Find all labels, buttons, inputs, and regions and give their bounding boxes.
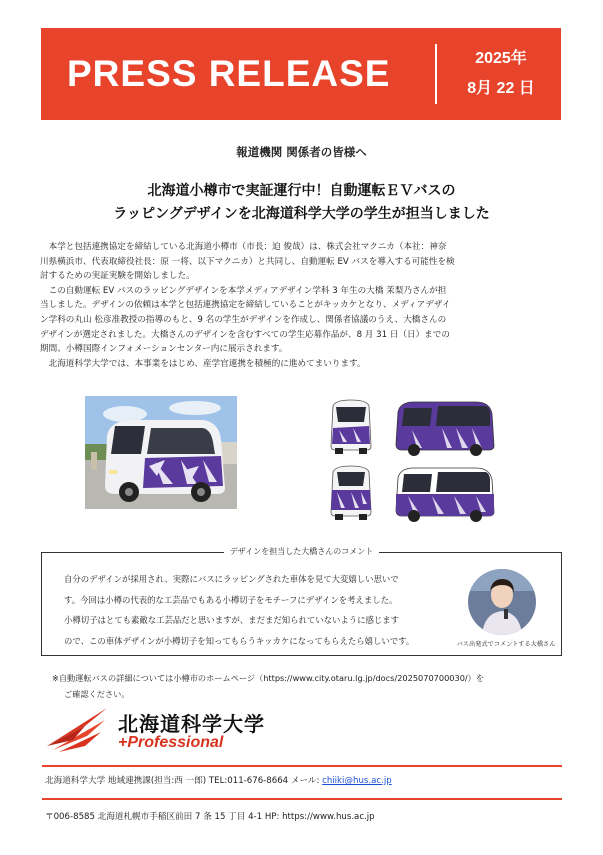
bus-side-drawing — [392, 398, 497, 458]
email-link[interactable]: chiiki@hus.ac.jp — [322, 776, 392, 786]
footer-rule-top — [42, 765, 562, 767]
university-name: 北海道科学大学 — [118, 712, 265, 736]
body-line: 川県横浜市、代表取締役社長：原 一将、以下マクニカ）と共同し、自動運転 EV バスを導入する可能性を検 — [40, 256, 455, 267]
release-date — [441, 44, 561, 104]
bus-side-drawing-2 — [392, 464, 497, 524]
address-line: 〒006-8585 北海道札幌市手稲区前田 7 条 15 丁目 4-1 HP: https://www.hus.ac.jp — [45, 812, 375, 822]
body-line: 本学と包括連携協定を締結している北海道小樽市（市長：迫 俊哉）は、株式会社マクニカ（本社：神奈 — [48, 242, 447, 252]
comment-line: す。今回は小樽の代表的な工芸品でもある小樽切子をモチーフにデザインを考えました。 — [64, 594, 398, 605]
body-line: 北海道科学大学では、本事業をはじめ、産学官連携を積極的に進めてまいります。 — [48, 358, 366, 369]
release-title — [0, 180, 603, 226]
contact-text: 北海道科学大学 地域連携課(担当:西 一郎) TEL:011-676-8664 メール: — [45, 776, 323, 786]
body-line: ン学科の丸山 松彦准教授の指導のもと、9 名の学生がデザインを作成し、関係者協議のうえ、大橋さんの — [40, 314, 447, 325]
body-line: 期間、小樽国際インフォメーションセンター内に展示されます。 — [40, 344, 288, 355]
greeting: 報道機関 関係者の皆様へ — [236, 145, 367, 159]
comment-text — [64, 569, 454, 651]
comment-line: 自分のデザインが採用され、実際にバスにラッピングされた車体を見て大変嬉しい思いで — [64, 574, 399, 584]
release-year: 2025年 — [475, 50, 527, 67]
body-line: この自動運転 EV バスのラッピングデザインを本学メディアデザイン学科 3 年生の大橋 茉梨乃さんが担 — [48, 285, 447, 296]
bus-design-side-view — [392, 398, 497, 462]
reference-note — [52, 670, 552, 702]
portrait-illustration — [468, 569, 536, 635]
bus-design-rear-view — [327, 464, 375, 526]
body-paragraph-1 — [40, 240, 563, 284]
comment-line: ので、この車体デザインが小樽切子を知ってもらうキッカケになってもらえたら嬉しいです。 — [64, 635, 415, 646]
comment-heading — [42, 546, 561, 558]
note-line: ※自動運転バスの詳細については小樽市のホームページ（https://www.city.otaru.lg.jp/docs/2025070700030/）を — [52, 673, 485, 683]
body-line: 当しました。デザインの依頼は本学と包括連携協定を締結していることがキッカケとなり、メディアデザイ — [40, 300, 451, 311]
student-comment-box — [41, 547, 562, 656]
body-line: 討するための実証実験を開始しました。 — [40, 271, 195, 282]
title-line-1: 北海道小樽市で実証運行中！自動運転ＥＶバスの — [147, 183, 456, 199]
bus-design-other-side-view — [392, 464, 497, 528]
bus-photo — [85, 396, 237, 509]
press-release-header — [41, 28, 561, 120]
release-month-day: 8月 22 日 — [467, 80, 535, 97]
bus-design-front-view — [327, 398, 375, 460]
footer-rule-bottom — [42, 798, 562, 800]
bus-rear-drawing — [327, 464, 375, 522]
body-paragraph-3 — [40, 357, 563, 372]
header-divider — [435, 44, 437, 104]
portrait-caption: バス出発式でコメントする大橋さん — [456, 641, 556, 648]
contact-line — [45, 774, 392, 786]
note-line: ご確認ください。 — [64, 689, 130, 699]
logo-wing-mark — [45, 706, 111, 752]
university-logo-icon — [45, 706, 111, 756]
title-line-2: ラッピングデザインを北海道科学大学の学生が担当しました — [113, 206, 490, 222]
student-portrait — [468, 569, 536, 635]
bus-photo-illustration — [85, 396, 237, 509]
bus-front-drawing — [327, 398, 375, 456]
body-paragraph-2 — [40, 284, 563, 357]
comment-line: 小樽切子はとても素敵な工芸品だと思いますが、まだまだ知られていないように感じます — [64, 615, 399, 625]
comment-heading-text: デザインを担当した大橋さんのコメント — [224, 547, 379, 556]
header-title: PRESS RELEASE — [67, 53, 391, 94]
university-tagline: +Professional — [118, 734, 224, 751]
body-line: デザインが選定されました。大橋さんのデザインを含むすべての学生応募作品が、8 月 31 日（日）までの — [40, 329, 450, 340]
release-body — [40, 240, 563, 371]
